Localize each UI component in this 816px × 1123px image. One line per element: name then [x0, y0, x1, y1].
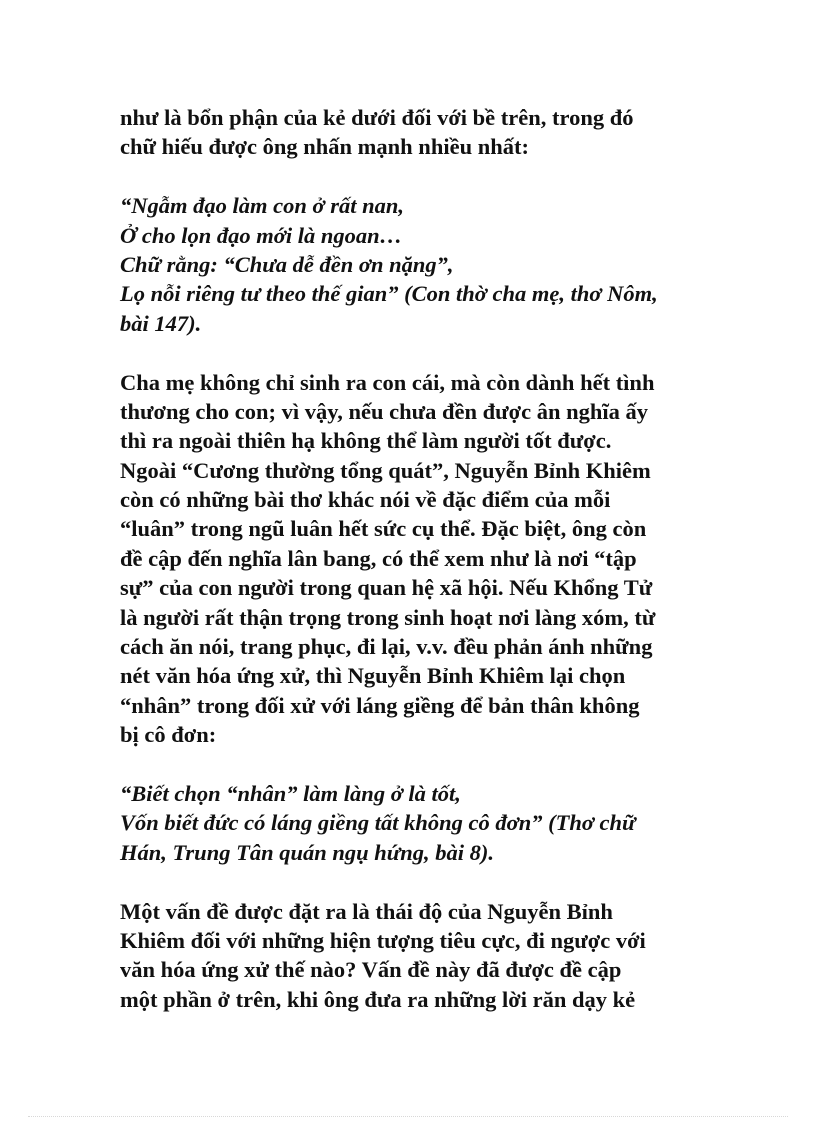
page-body-text	[120, 103, 710, 1014]
paragraph-gap	[120, 338, 710, 367]
text-line: sự” của con người trong quan hệ xã hội. Nếu Khổng Tử	[120, 575, 653, 601]
paragraph-gap	[120, 162, 710, 191]
text-line: “luân” trong ngũ luân hết sức cụ thể. Đặc biệt, ông còn	[120, 516, 647, 542]
text-line: bị cô đơn:	[120, 722, 217, 748]
poem-line: Lọ nỗi riêng tư theo thế gian” (Con thờ cha mẹ, thơ Nôm,	[120, 281, 658, 307]
poem-line: Hán, Trung Tân quán ngụ hứng, bài 8).	[120, 839, 495, 865]
poem-line: “Biết chọn “nhân” làm làng ở là tốt,	[120, 780, 461, 806]
text-line: cách ăn nói, trang phục, đi lại, v.v. đều phản ánh những	[120, 634, 653, 660]
text-line: văn hóa ứng xử thế nào? Vấn đề này đã được đề cập	[120, 957, 622, 983]
text-line: là người rất thận trọng trong sinh hoạt nơi làng xóm, từ	[120, 604, 656, 630]
poem-quote-1	[120, 191, 710, 338]
paragraph-main	[120, 368, 710, 750]
paragraph-gap	[120, 750, 710, 779]
poem-line: Ở cho lọn đạo mới là ngoan…	[120, 222, 403, 248]
text-line: như là bổn phận của kẻ dưới đối với bề trên, trong đó	[120, 105, 634, 130]
text-line: Ngoài “Cương thường tổng quát”, Nguyễn Bỉnh Khiêm	[120, 457, 651, 483]
poem-line: “Ngẫm đạo làm con ở rất nan,	[120, 193, 404, 219]
paragraph-intro	[120, 103, 710, 162]
text-line: còn có những bài thơ khác nói về đặc điểm của mỗi	[120, 487, 611, 513]
text-line: Một vấn đề được đặt ra là thái độ của Nguyễn Bỉnh	[120, 898, 613, 924]
text-line: thì ra ngoài thiên hạ không thể làm người tốt được.	[120, 428, 612, 454]
text-line: nét văn hóa ứng xử, thì Nguyễn Bỉnh Khiêm lại chọn	[120, 663, 626, 689]
text-line: Khiêm đối với những hiện tượng tiêu cực, đi ngược với	[120, 927, 646, 953]
paragraph-gap	[120, 867, 710, 896]
text-line: Cha mẹ không chỉ sinh ra con cái, mà còn dành hết tình	[120, 369, 655, 395]
poem-line: Chữ rằng: “Chưa dễ đền ơn nặng”,	[120, 251, 454, 277]
page-bottom-divider	[28, 1116, 788, 1117]
poem-quote-2	[120, 779, 710, 867]
poem-line: Vốn biết đức có láng giềng tất không cô đơn” (Thơ chữ	[120, 810, 636, 836]
text-line: một phần ở trên, khi ông đưa ra những lời răn dạy kẻ	[120, 986, 636, 1012]
poem-line: bài 147).	[120, 310, 202, 336]
paragraph-closing	[120, 897, 710, 1015]
text-line: chữ hiếu được ông nhấn mạnh nhiều nhất:	[120, 134, 529, 160]
text-line: thương cho con; vì vậy, nếu chưa đền được ân nghĩa ấy	[120, 398, 649, 424]
text-line: “nhân” trong đối xử với láng giềng để bản thân không	[120, 692, 640, 718]
text-line: đề cập đến nghĩa lân bang, có thể xem như là nơi “tập	[120, 545, 637, 571]
